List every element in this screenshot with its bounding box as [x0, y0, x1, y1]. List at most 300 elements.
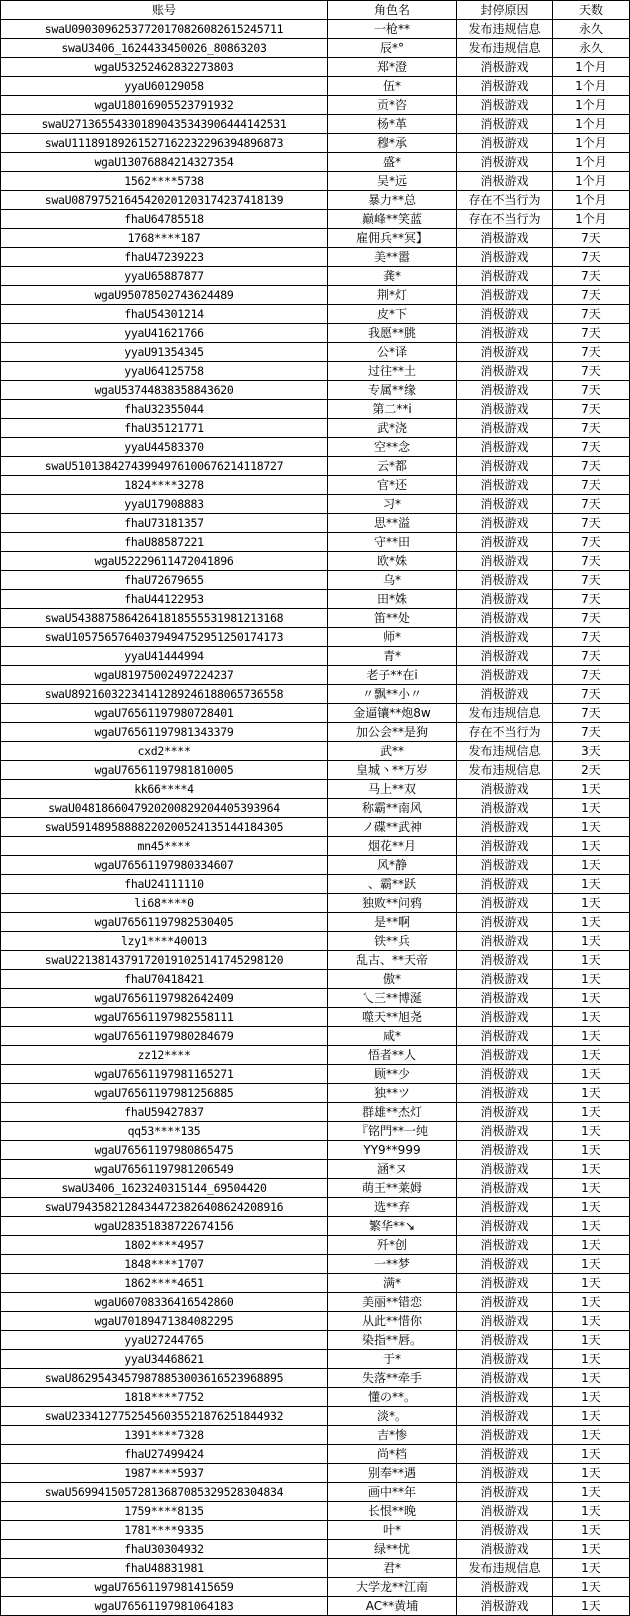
cell-account: fhaU73181357 [1, 514, 328, 533]
cell-account: 1802****4957 [1, 1236, 328, 1255]
cell-account: wgaU76561197982642409 [1, 989, 328, 1008]
table-row [1, 1008, 630, 1027]
cell-account: yyaU41621766 [1, 324, 328, 343]
cell-account: swaU271365543301890435343906444142531 [1, 115, 328, 134]
table-row [1, 457, 630, 476]
cell-days: 1天 [553, 951, 630, 970]
cell-days: 7天 [553, 533, 630, 552]
cell-account: wgaU95078502743624489 [1, 286, 328, 305]
cell-days: 1天 [553, 1274, 630, 1293]
cell-account: swaU51013842743994976100676214118727 [1, 457, 328, 476]
cell-days: 1天 [553, 1369, 630, 1388]
cell-role-name: 欧*姝 [328, 552, 457, 571]
cell-role-name: 郑*澄 [328, 58, 457, 77]
table-row [1, 1521, 630, 1540]
cell-days: 7天 [553, 229, 630, 248]
cell-account: swaU3406_1624433450026_80863203 [1, 39, 328, 58]
cell-account: wgaU52229611472041896 [1, 552, 328, 571]
table-row [1, 609, 630, 628]
table-row [1, 1369, 630, 1388]
cell-account: zz12**** [1, 1046, 328, 1065]
cell-days: 1天 [553, 1255, 630, 1274]
cell-ban-reason: 消极游戏 [457, 514, 553, 533]
cell-account: swaU22138143791720191025141745298120 [1, 951, 328, 970]
table-row [1, 1502, 630, 1521]
cell-days: 1天 [553, 1217, 630, 1236]
cell-days: 1个月 [553, 172, 630, 191]
cell-role-name: 独败**问鸦 [328, 894, 457, 913]
cell-days: 7天 [553, 647, 630, 666]
cell-account: wgaU76561197981206549 [1, 1160, 328, 1179]
cell-days: 1天 [553, 1236, 630, 1255]
table-row [1, 989, 630, 1008]
cell-days: 1个月 [553, 115, 630, 134]
cell-days: 1个月 [553, 77, 630, 96]
table-row [1, 153, 630, 172]
cell-days: 1天 [553, 1521, 630, 1540]
cell-ban-reason: 消极游戏 [457, 1445, 553, 1464]
cell-ban-reason: 消极游戏 [457, 1274, 553, 1293]
cell-days: 1天 [553, 1350, 630, 1369]
cell-days: 1天 [553, 1597, 630, 1616]
cell-days: 7天 [553, 609, 630, 628]
cell-role-name: 〃飘**小〃 [328, 685, 457, 704]
table-row [1, 1103, 630, 1122]
cell-account: wgaU76561197981810005 [1, 761, 328, 780]
table-row [1, 818, 630, 837]
cell-account: wgaU53252462832273803 [1, 58, 328, 77]
cell-ban-reason: 消极游戏 [457, 818, 553, 837]
header-row [1, 1, 630, 20]
table-row [1, 1046, 630, 1065]
cell-role-name: 美**嚣 [328, 248, 457, 267]
cell-ban-reason: 消极游戏 [457, 1008, 553, 1027]
cell-days: 1天 [553, 780, 630, 799]
cell-ban-reason: 消极游戏 [457, 134, 553, 153]
cell-role-name: 云*都 [328, 457, 457, 476]
cell-role-name: 歼*创 [328, 1236, 457, 1255]
cell-role-name: 贡*咨 [328, 96, 457, 115]
cell-days: 1天 [553, 1141, 630, 1160]
cell-account: 1824****3278 [1, 476, 328, 495]
cell-ban-reason: 消极游戏 [457, 77, 553, 96]
cell-ban-reason: 消极游戏 [457, 1160, 553, 1179]
cell-ban-reason: 消极游戏 [457, 1350, 553, 1369]
cell-role-name: 青* [328, 647, 457, 666]
table-row [1, 913, 630, 932]
table-row [1, 96, 630, 115]
table-row [1, 951, 630, 970]
cell-role-name: 师* [328, 628, 457, 647]
table-row [1, 970, 630, 989]
cell-account: yyaU91354345 [1, 343, 328, 362]
cell-account: swaU56994150572813687085329528304834 [1, 1483, 328, 1502]
cell-ban-reason: 消极游戏 [457, 305, 553, 324]
cell-role-name: 雇佣兵**冥】 [328, 229, 457, 248]
table-row [1, 1426, 630, 1445]
cell-ban-reason: 消极游戏 [457, 1521, 553, 1540]
cell-days: 7天 [553, 552, 630, 571]
cell-ban-reason: 存在不当行为 [457, 191, 553, 210]
table-row [1, 761, 630, 780]
cell-role-name: 空**念 [328, 438, 457, 457]
cell-account: wgaU76561197982530405 [1, 913, 328, 932]
table-row [1, 799, 630, 818]
cell-days: 1天 [553, 1407, 630, 1426]
table-row [1, 552, 630, 571]
cell-account: yyaU41444994 [1, 647, 328, 666]
cell-role-name: 淡*。 [328, 1407, 457, 1426]
cell-account: wgaU76561197980728401 [1, 704, 328, 723]
cell-ban-reason: 发布违规信息 [457, 1559, 553, 1578]
table-row [1, 1464, 630, 1483]
cell-ban-reason: 消极游戏 [457, 495, 553, 514]
table-row [1, 381, 630, 400]
cell-role-name: 群雄**杰灯 [328, 1103, 457, 1122]
cell-ban-reason: 消极游戏 [457, 1331, 553, 1350]
cell-account: fhaU88587221 [1, 533, 328, 552]
table-row [1, 324, 630, 343]
cell-role-name: 专属**缘 [328, 381, 457, 400]
cell-role-name: 加公会**是狗 [328, 723, 457, 742]
cell-days: 7天 [553, 666, 630, 685]
cell-ban-reason: 消极游戏 [457, 780, 553, 799]
table-row [1, 666, 630, 685]
cell-ban-reason: 消极游戏 [457, 1103, 553, 1122]
cell-ban-reason: 发布违规信息 [457, 742, 553, 761]
cell-account: 1768****187 [1, 229, 328, 248]
cell-role-name: YY9**999 [328, 1141, 457, 1160]
cell-ban-reason: 消极游戏 [457, 666, 553, 685]
table-row [1, 172, 630, 191]
cell-role-name: 失落**牵手 [328, 1369, 457, 1388]
cell-ban-reason: 消极游戏 [457, 1464, 553, 1483]
table-row [1, 1483, 630, 1502]
cell-account: fhaU27499424 [1, 1445, 328, 1464]
cell-account: swaU0481866047920200829204405393964 [1, 799, 328, 818]
cell-role-name: 穆*承 [328, 134, 457, 153]
cell-role-name: ノ碟**武神 [328, 818, 457, 837]
cell-role-name: 吉*惨 [328, 1426, 457, 1445]
cell-role-name: 老子**在i [328, 666, 457, 685]
cell-role-name: 从此**惜你 [328, 1312, 457, 1331]
cell-role-name: 思**溢 [328, 514, 457, 533]
cell-ban-reason: 发布违规信息 [457, 20, 553, 39]
cell-role-name: 美丽**错恋 [328, 1293, 457, 1312]
cell-account: li68****0 [1, 894, 328, 913]
cell-ban-reason: 消极游戏 [457, 172, 553, 191]
cell-days: 7天 [553, 324, 630, 343]
cell-account: wgaU76561197982558111 [1, 1008, 328, 1027]
table-row [1, 856, 630, 875]
cell-account: fhaU24111110 [1, 875, 328, 894]
cell-account: fhaU59427837 [1, 1103, 328, 1122]
cell-role-name: 懂の**。 [328, 1388, 457, 1407]
cell-ban-reason: 消极游戏 [457, 362, 553, 381]
table-row [1, 1198, 630, 1217]
table-row [1, 286, 630, 305]
cell-role-name: 笛**处 [328, 609, 457, 628]
cell-days: 7天 [553, 628, 630, 647]
cell-days: 7天 [553, 286, 630, 305]
cell-ban-reason: 消极游戏 [457, 400, 553, 419]
cell-role-name: AC**黄埔 [328, 1597, 457, 1616]
cell-ban-reason: 发布违规信息 [457, 704, 553, 723]
table-row [1, 1084, 630, 1103]
cell-ban-reason: 消极游戏 [457, 1502, 553, 1521]
table-row [1, 837, 630, 856]
cell-ban-reason: 消极游戏 [457, 1027, 553, 1046]
cell-account: wgaU70189471384082295 [1, 1312, 328, 1331]
cell-account: wgaU18016905523791932 [1, 96, 328, 115]
cell-role-name: 于* [328, 1350, 457, 1369]
cell-account: fhaU32355044 [1, 400, 328, 419]
header-days: 天数 [553, 1, 630, 20]
cell-account: yyaU27244765 [1, 1331, 328, 1350]
cell-ban-reason: 消极游戏 [457, 1065, 553, 1084]
table-row [1, 400, 630, 419]
table-row [1, 742, 630, 761]
cell-ban-reason: 消极游戏 [457, 96, 553, 115]
cell-account: fhaU70418421 [1, 970, 328, 989]
cell-role-name: 公*译 [328, 343, 457, 362]
cell-role-name: 噬天**旭尧 [328, 1008, 457, 1027]
cell-account: wgaU76561197980334607 [1, 856, 328, 875]
cell-days: 1天 [553, 913, 630, 932]
cell-role-name: 涵*ヌ [328, 1160, 457, 1179]
table-row [1, 134, 630, 153]
cell-role-name: 金逼镶**炮8w [328, 704, 457, 723]
cell-account: swaU11189189261527162232296394896873 [1, 134, 328, 153]
cell-ban-reason: 消极游戏 [457, 970, 553, 989]
table-row [1, 191, 630, 210]
cell-days: 1天 [553, 1046, 630, 1065]
cell-days: 1个月 [553, 210, 630, 229]
cell-days: 7天 [553, 305, 630, 324]
cell-days: 1天 [553, 1065, 630, 1084]
cell-role-name: 一枪** [328, 20, 457, 39]
cell-days: 1天 [553, 1331, 630, 1350]
cell-role-name: 画中**年 [328, 1483, 457, 1502]
cell-account: wgaU76561197981256885 [1, 1084, 328, 1103]
cell-ban-reason: 消极游戏 [457, 1597, 553, 1616]
cell-account: 1987****5937 [1, 1464, 328, 1483]
cell-account: swaU86295434579878853003616523968895 [1, 1369, 328, 1388]
table-row [1, 1255, 630, 1274]
table-row [1, 1559, 630, 1578]
cell-ban-reason: 消极游戏 [457, 1369, 553, 1388]
cell-days: 1天 [553, 1293, 630, 1312]
cell-days: 1天 [553, 1160, 630, 1179]
cell-days: 1天 [553, 970, 630, 989]
cell-account: swaU10575657640379494752951250174173 [1, 628, 328, 647]
table-row [1, 647, 630, 666]
cell-days: 1天 [553, 1008, 630, 1027]
cell-ban-reason: 消极游戏 [457, 1426, 553, 1445]
table-row [1, 39, 630, 58]
cell-account: wgaU76561197981415659 [1, 1578, 328, 1597]
cell-account: 1862****4651 [1, 1274, 328, 1293]
table-row [1, 267, 630, 286]
table-row [1, 1027, 630, 1046]
table-row [1, 248, 630, 267]
cell-ban-reason: 消极游戏 [457, 1407, 553, 1426]
cell-ban-reason: 消极游戏 [457, 1483, 553, 1502]
cell-role-name: 龚* [328, 267, 457, 286]
cell-role-name: 一**梦 [328, 1255, 457, 1274]
cell-account: swaU54388758642641818555531981213168 [1, 609, 328, 628]
cell-role-name: 独**ツ [328, 1084, 457, 1103]
cell-role-name: 选**弃 [328, 1198, 457, 1217]
cell-days: 7天 [553, 495, 630, 514]
cell-ban-reason: 存在不当行为 [457, 723, 553, 742]
cell-days: 1天 [553, 1464, 630, 1483]
table-row [1, 1350, 630, 1369]
cell-role-name: 乌* [328, 571, 457, 590]
table-row [1, 77, 630, 96]
cell-ban-reason: 消极游戏 [457, 1198, 553, 1217]
cell-account: 1391****7328 [1, 1426, 328, 1445]
table-row [1, 628, 630, 647]
cell-days: 7天 [553, 571, 630, 590]
cell-days: 1个月 [553, 134, 630, 153]
cell-days: 7天 [553, 267, 630, 286]
cell-account: fhaU72679655 [1, 571, 328, 590]
cell-ban-reason: 消极游戏 [457, 153, 553, 172]
table-row [1, 58, 630, 77]
cell-ban-reason: 消极游戏 [457, 837, 553, 856]
cell-days: 1天 [553, 1578, 630, 1597]
cell-days: 7天 [553, 362, 630, 381]
cell-ban-reason: 消极游戏 [457, 115, 553, 134]
cell-days: 7天 [553, 723, 630, 742]
cell-account: yyaU60129058 [1, 77, 328, 96]
cell-ban-reason: 消极游戏 [457, 1236, 553, 1255]
cell-ban-reason: 消极游戏 [457, 590, 553, 609]
cell-days: 1天 [553, 989, 630, 1008]
cell-role-name: 第二**i [328, 400, 457, 419]
table-row [1, 1236, 630, 1255]
table-row [1, 1160, 630, 1179]
cell-ban-reason: 消极游戏 [457, 1046, 553, 1065]
cell-ban-reason: 消极游戏 [457, 1540, 553, 1559]
cell-days: 7天 [553, 419, 630, 438]
cell-account: 1562****5738 [1, 172, 328, 191]
header-role-name: 角色名 [328, 1, 457, 20]
cell-ban-reason: 消极游戏 [457, 476, 553, 495]
cell-account: swaU89216032234141289246188065736558 [1, 685, 328, 704]
cell-ban-reason: 消极游戏 [457, 628, 553, 647]
table-row [1, 1141, 630, 1160]
cell-ban-reason: 消极游戏 [457, 438, 553, 457]
table-row [1, 1597, 630, 1616]
table-row [1, 476, 630, 495]
cell-account: fhaU44122953 [1, 590, 328, 609]
cell-days: 1天 [553, 818, 630, 837]
cell-account: wgaU76561197981165271 [1, 1065, 328, 1084]
cell-ban-reason: 消极游戏 [457, 894, 553, 913]
table-row [1, 343, 630, 362]
cell-role-name: 君* [328, 1559, 457, 1578]
cell-role-name: 乱古、**天帝 [328, 951, 457, 970]
cell-days: 1天 [553, 1559, 630, 1578]
cell-days: 7天 [553, 381, 630, 400]
cell-ban-reason: 消极游戏 [457, 1255, 553, 1274]
cell-days: 1天 [553, 894, 630, 913]
cell-role-name: 大学龙**江南 [328, 1578, 457, 1597]
table-row [1, 362, 630, 381]
cell-days: 1天 [553, 856, 630, 875]
cell-account: 1848****1707 [1, 1255, 328, 1274]
cell-role-name: 咸* [328, 1027, 457, 1046]
cell-role-name: 染指**唇。 [328, 1331, 457, 1350]
table-row [1, 1122, 630, 1141]
cell-role-name: 顾**少 [328, 1065, 457, 1084]
table-row [1, 780, 630, 799]
cell-account: wgaU28351838722674156 [1, 1217, 328, 1236]
cell-days: 1天 [553, 1312, 630, 1331]
cell-role-name: 杨*革 [328, 115, 457, 134]
cell-ban-reason: 消极游戏 [457, 324, 553, 343]
cell-ban-reason: 消极游戏 [457, 647, 553, 666]
cell-role-name: 、霸**跃 [328, 875, 457, 894]
cell-ban-reason: 消极游戏 [457, 932, 553, 951]
cell-days: 7天 [553, 590, 630, 609]
table-row [1, 210, 630, 229]
cell-role-name: 巅峰**笑蓝 [328, 210, 457, 229]
cell-ban-reason: 消极游戏 [457, 1217, 553, 1236]
cell-account: fhaU47239223 [1, 248, 328, 267]
cell-role-name: 武** [328, 742, 457, 761]
cell-account: kk66****4 [1, 780, 328, 799]
cell-account: qq53****135 [1, 1122, 328, 1141]
cell-account: yyaU34468621 [1, 1350, 328, 1369]
cell-days: 7天 [553, 704, 630, 723]
cell-days: 1天 [553, 932, 630, 951]
header-account: 账号 [1, 1, 328, 20]
cell-role-name: 别奉**遇 [328, 1464, 457, 1483]
table-row [1, 438, 630, 457]
cell-days: 7天 [553, 476, 630, 495]
cell-ban-reason: 消极游戏 [457, 457, 553, 476]
table-row [1, 1217, 630, 1236]
cell-role-name: 是**啊 [328, 913, 457, 932]
cell-role-name: 绿**忧 [328, 1540, 457, 1559]
cell-account: wgaU13076884214327354 [1, 153, 328, 172]
cell-days: 1天 [553, 1027, 630, 1046]
cell-ban-reason: 消极游戏 [457, 1312, 553, 1331]
cell-role-name: 盛* [328, 153, 457, 172]
cell-ban-reason: 消极游戏 [457, 533, 553, 552]
cell-days: 7天 [553, 514, 630, 533]
table-row [1, 495, 630, 514]
cell-role-name: 尚*档 [328, 1445, 457, 1464]
cell-role-name: 叶* [328, 1521, 457, 1540]
table-row [1, 1065, 630, 1084]
cell-ban-reason: 消极游戏 [457, 1141, 553, 1160]
cell-ban-reason: 消极游戏 [457, 951, 553, 970]
header-ban-reason: 封停原因 [457, 1, 553, 20]
cell-days: 3天 [553, 742, 630, 761]
cell-account: lzy1****40013 [1, 932, 328, 951]
cell-role-name: 称霸**南风 [328, 799, 457, 818]
cell-ban-reason: 消极游戏 [457, 1293, 553, 1312]
table-row [1, 305, 630, 324]
table-row [1, 894, 630, 913]
table-row [1, 1388, 630, 1407]
cell-account: swaU23341277525456035521876251844932 [1, 1407, 328, 1426]
cell-account: swaU59148958888220200524135144184305 [1, 818, 328, 837]
